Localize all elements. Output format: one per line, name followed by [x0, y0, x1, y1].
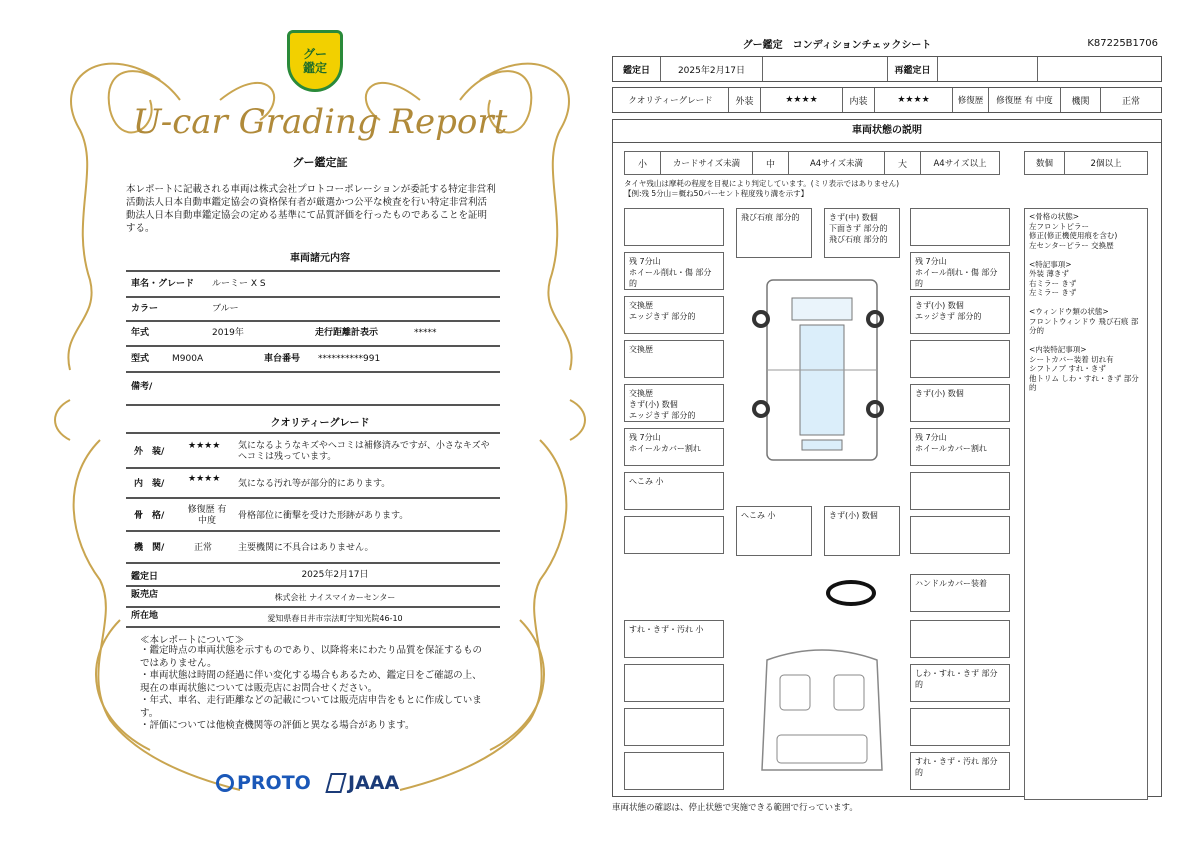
steering-wheel-icon	[826, 580, 876, 606]
name-value: ルーミー X S	[212, 279, 266, 289]
car-interior-diagram	[752, 640, 892, 780]
report-title: U-car Grading Report	[132, 102, 508, 142]
addr-value: 愛知県春日井市宗法町字知光院46-10	[267, 614, 403, 623]
quality-label: クオリティーグレード	[613, 88, 729, 112]
int-label: 内 装/	[134, 479, 165, 489]
cert-title: グー鑑定証	[292, 156, 348, 169]
about-items: ・鑑定時点の車両状態を示すものであり、以降将来にわたり品質を保証するものではありません。 ・車両状態は時間の経過に伴い変化する場合もあるため、鑑定日をご確認の上、現在の車両状態については販売店にお問合せください。 ・年式、車名、走行距離などの記載については販売店申告をもとに作成しています。 ・評価については他検査機関等の評価と異なる場合があります。	[140, 645, 483, 731]
odo-label: 走行距離計表示	[315, 328, 379, 338]
car-top-view-diagram	[762, 270, 882, 470]
tire-icon	[866, 310, 884, 328]
count-desc: 2個以上	[1090, 159, 1122, 169]
count-legend	[1024, 151, 1148, 175]
note-box: へこみ 小	[736, 506, 812, 556]
date-value: 2025年2月17日	[661, 57, 763, 81]
cert-body: 本レポートに記載される車両は株式会社プロトコーポレーションが委託する特定非営利活動法人日本自動車鑑定協会の資格保有者が厳選かつ公平な検査を行い特定非営利活動法人日本自動車鑑定協会の定める基準にて品質評価を行ったものであることを証明する。	[126, 184, 496, 234]
note-box: 残 7分山 ホイールカバー割れ	[910, 428, 1010, 466]
odo-value: *****	[414, 328, 437, 338]
badge-text: グー 鑑定	[302, 47, 327, 75]
condition-check-sheet	[612, 30, 1164, 820]
int-desc: 気になる汚れ等が部分的にあります。	[238, 479, 391, 489]
engine-desc: 主要機関に不具合はありません。	[238, 543, 374, 553]
quality-title: クオリティーグレード	[270, 418, 370, 429]
note-box: きず(中) 数個 下面きず 部分的 飛び石痕 部分的	[824, 208, 900, 258]
int-stars: ★★★★	[188, 474, 221, 484]
model-label: 型式	[131, 354, 150, 364]
repair-value: 修復歴 有 中度	[989, 88, 1061, 112]
jaaa-logo	[328, 772, 399, 794]
note-box	[910, 708, 1010, 746]
note-box: 飛び石痕 部分的	[736, 208, 812, 258]
engine-value: 正常	[1121, 96, 1140, 107]
note-box: ハンドルカバー装着	[910, 574, 1010, 612]
date-label: 鑑定日	[613, 57, 661, 81]
proto-mark-icon	[216, 774, 234, 792]
ext-stars: ★★★★	[188, 441, 221, 451]
summary-box: <骨格の状態> 左フロントピラー 修正(修正機使用痕を含む) 左センターピラー 交換歴 <特記事項> 外装 薄きず 右ミラー きず 左ミラー きず <ウィンドウ類の状態> フロントウィンドウ 飛び石痕 部分的 <内装特記事項> シートカバー装着 切れ有 シフトノブ すれ・きず 他トリム しわ・すれ・きず 部分的	[1024, 208, 1148, 800]
note-box	[910, 340, 1010, 378]
ext-label: 外装	[729, 88, 761, 112]
note-box: 残 7分山 ホイールカバー割れ	[624, 428, 724, 466]
note-box: きず(小) 数個 エッジきず 部分的	[910, 296, 1010, 334]
tire-icon	[752, 310, 770, 328]
note-box: 交換歴 きず(小) 数個 エッジきず 部分的	[624, 384, 724, 422]
goo-badge	[287, 30, 343, 92]
sheet-title: グー鑑定 コンディションチェックシート	[742, 40, 932, 51]
note-box: へこみ 小	[624, 472, 724, 510]
date-row	[612, 56, 1162, 82]
shop-label: 販売店	[131, 590, 159, 600]
note-box: きず(小) 数個	[824, 506, 900, 556]
ext-desc: 気になるようなキズやヘコミは補修済みですが、小さなキズやヘコミは残っています。	[238, 441, 490, 462]
size-large-desc: A4サイズ以上	[933, 159, 987, 169]
size-large: 大	[885, 152, 921, 174]
date-label: 鑑定日	[131, 572, 159, 582]
note-box	[624, 516, 724, 554]
note-box: 残 7分山 ホイール削れ・傷 部分的	[910, 252, 1010, 290]
year-label: 年式	[131, 328, 150, 338]
size-mid: 中	[753, 152, 789, 174]
proto-logo-text: PROTO	[237, 772, 311, 794]
note-box: 交換歴 エッジきず 部分的	[624, 296, 724, 334]
tire-icon	[866, 400, 884, 418]
note-box: 交換歴	[624, 340, 724, 378]
note-box	[624, 752, 724, 790]
engine-label: 機 関/	[134, 543, 165, 553]
jaaa-mark-icon	[325, 773, 346, 793]
note-box: 残 7分山 ホイール削れ・傷 部分的	[624, 252, 724, 290]
engine-value: 正常	[194, 543, 213, 553]
engine-label: 機関	[1061, 88, 1101, 112]
shop-value: 株式会社 ナイスマイカーセンター	[274, 593, 396, 602]
proto-logo	[216, 772, 311, 794]
quality-row	[612, 87, 1162, 113]
tire-icon	[752, 400, 770, 418]
size-legend	[624, 151, 1000, 175]
date-blank	[763, 57, 888, 81]
date-value: 2025年2月17日	[301, 570, 369, 580]
int-stars: ★★★★	[875, 88, 953, 112]
note-box: しわ・すれ・きず 部分的	[910, 664, 1010, 702]
model-value: M900A	[172, 354, 204, 364]
ext-stars: ★★★★	[761, 88, 843, 112]
color-value: ブルー	[212, 304, 239, 314]
note-box: すれ・きず・汚れ 小	[624, 620, 724, 658]
addr-label: 所在地	[131, 611, 159, 621]
int-label: 内装	[843, 88, 875, 112]
footer-note: 車両状態の確認は、停止状態で実施できる範囲で行っています。	[612, 803, 858, 813]
note-box: すれ・きず・汚れ 部分的	[910, 752, 1010, 790]
tire-note: タイヤ残山は摩耗の程度を目視により判定しています。(ミリ表示ではありません) 【例:残 5分山＝概ね50パーセント程度残り溝を示す】	[624, 179, 900, 198]
size-mid-desc: A4サイズ未満	[789, 152, 885, 174]
repair-label: 修復歴	[953, 88, 989, 112]
count-label: 数個	[1025, 152, 1065, 174]
size-small: 小	[625, 152, 661, 174]
frame-value: 修復歴 有 中度	[187, 505, 227, 526]
redate-label: 再鑑定日	[888, 57, 938, 81]
note-box	[624, 208, 724, 246]
chassis-label: 車台番号	[264, 354, 301, 364]
note-box	[910, 620, 1010, 658]
state-title: 車両状態の説明	[612, 119, 1162, 143]
size-small-desc: カードサイズ未満	[661, 152, 753, 174]
notes-label: 備考/	[131, 382, 153, 392]
year-value: 2019年	[212, 328, 244, 338]
specs-title: 車両諸元内容	[290, 253, 350, 264]
frame-label: 骨 格/	[134, 511, 165, 521]
note-box	[624, 664, 724, 702]
note-box	[910, 208, 1010, 246]
note-box	[910, 472, 1010, 510]
note-box: きず(小) 数個	[910, 384, 1010, 422]
name-label: 車名・グレード	[131, 279, 195, 289]
chassis-value: **********991	[318, 354, 381, 364]
ext-label: 外 装/	[134, 447, 165, 457]
note-box	[624, 708, 724, 746]
about-title: ≪本レポートについて≫	[140, 635, 245, 646]
jaaa-logo-text: JAAA	[348, 772, 400, 794]
sheet-id: K87225B1706	[1087, 38, 1158, 49]
grading-report-panel	[40, 20, 600, 830]
frame-desc: 骨格部位に衝撃を受けた形跡があります。	[238, 511, 409, 521]
redate-value	[938, 57, 1038, 81]
note-box	[910, 516, 1010, 554]
color-label: カラー	[131, 304, 159, 314]
